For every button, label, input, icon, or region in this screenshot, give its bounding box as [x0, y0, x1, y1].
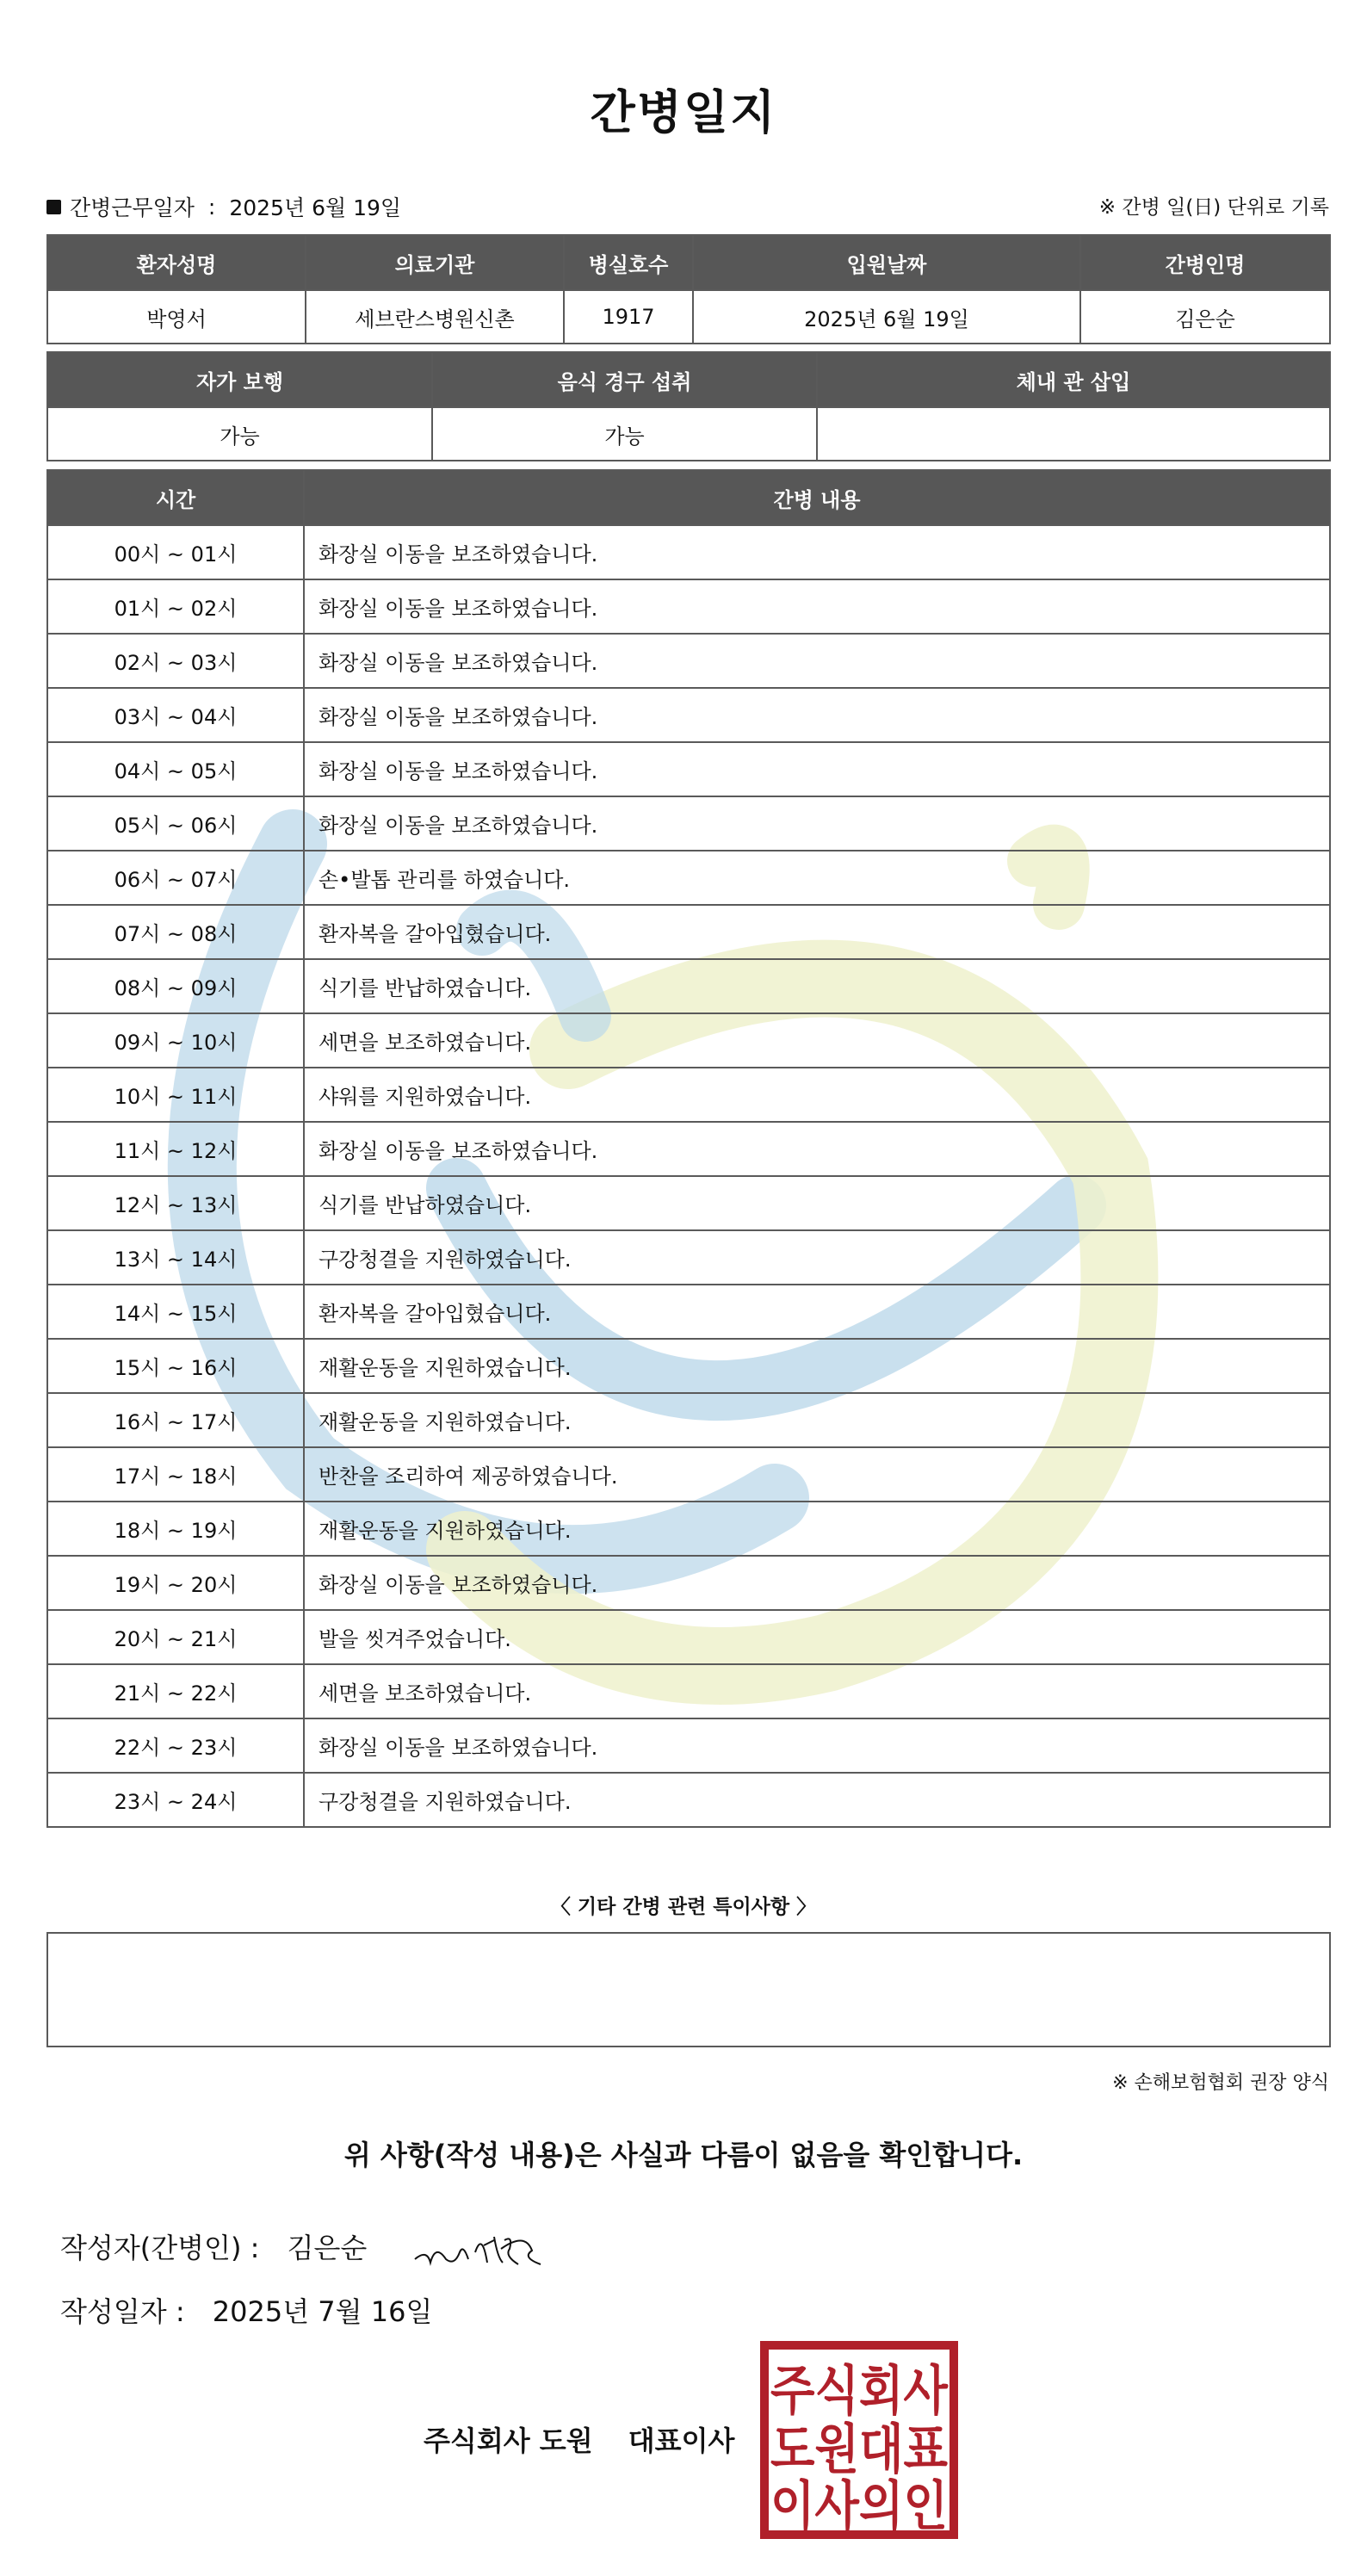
- care-log-content: 손•발톱 관리를 하였습니다.: [304, 851, 1330, 905]
- header-admission-date: 입원날짜: [693, 235, 1080, 290]
- header-oral-intake: 음식 경구 섭취: [432, 352, 817, 407]
- care-log-time: 08시 ~ 09시: [47, 959, 304, 1013]
- care-log-content: 구강청결을 지원하였습니다.: [304, 1773, 1330, 1827]
- care-log-body: [47, 525, 1330, 1827]
- care-log-row: [47, 1068, 1330, 1122]
- writer-label: 작성자(간병인) :: [60, 2232, 260, 2264]
- patient-header-row: [47, 235, 1330, 290]
- care-log-time: 05시 ~ 06시: [47, 796, 304, 851]
- bullet-square-icon: [46, 200, 61, 214]
- company-signature-line: [424, 2419, 734, 2459]
- care-log-content: 화장실 이동을 보조하였습니다.: [304, 634, 1330, 688]
- care-log-header-row: [47, 470, 1330, 525]
- header-patient-name: 환자성명: [47, 235, 306, 290]
- care-log-row: [47, 905, 1330, 959]
- care-log-content: 샤워를 지원하였습니다.: [304, 1068, 1330, 1122]
- care-log-row: [47, 959, 1330, 1013]
- care-log-content: 화장실 이동을 보조하였습니다.: [304, 579, 1330, 634]
- header-room: 병실호수: [564, 235, 693, 290]
- care-log-row: [47, 851, 1330, 905]
- header-tube-insertion: 체내 관 삽입: [817, 352, 1330, 407]
- care-log-row: [47, 634, 1330, 688]
- care-log-time: 09시 ~ 10시: [47, 1013, 304, 1068]
- care-log-content: 재활운동을 지원하였습니다.: [304, 1393, 1330, 1447]
- care-log-row: [47, 1664, 1330, 1718]
- care-log-time: 12시 ~ 13시: [47, 1176, 304, 1230]
- care-log-row: [47, 742, 1330, 796]
- care-log-content: 화장실 이동을 보조하였습니다.: [304, 796, 1330, 851]
- care-log-time: 14시 ~ 15시: [47, 1285, 304, 1339]
- care-log-row: [47, 1285, 1330, 1339]
- care-log-row: [47, 1773, 1330, 1827]
- care-log-time: 07시 ~ 08시: [47, 905, 304, 959]
- care-log-time: 22시 ~ 23시: [47, 1718, 304, 1773]
- document-title: 간병일지: [590, 85, 777, 139]
- company-seal-stamp: [759, 2340, 959, 2540]
- patient-name: 박영서: [47, 290, 306, 344]
- care-log-content: 세면을 보조하였습니다.: [304, 1664, 1330, 1718]
- care-log-row: [47, 1610, 1330, 1664]
- care-log-row: [47, 796, 1330, 851]
- care-log-row: [47, 1556, 1330, 1610]
- care-log-row: [47, 1339, 1330, 1393]
- care-log-time: 17시 ~ 18시: [47, 1447, 304, 1502]
- care-log-time: 18시 ~ 19시: [47, 1502, 304, 1556]
- care-log-content: 화장실 이동을 보조하였습니다.: [304, 1122, 1330, 1176]
- care-log-time: 04시 ~ 05시: [47, 742, 304, 796]
- care-log-time: 23시 ~ 24시: [47, 1773, 304, 1827]
- care-log-time: 13시 ~ 14시: [47, 1230, 304, 1285]
- status-value-row: [47, 407, 1330, 461]
- care-log-time: 03시 ~ 04시: [47, 688, 304, 742]
- care-log-row: [47, 1447, 1330, 1502]
- care-log-time: 11시 ~ 12시: [47, 1122, 304, 1176]
- care-log-row: [47, 1122, 1330, 1176]
- company-name: 주식회사 도원: [424, 2424, 593, 2457]
- care-log-row: [47, 1230, 1330, 1285]
- care-log-table: [46, 469, 1331, 1828]
- care-log-time: 21시 ~ 22시: [47, 1664, 304, 1718]
- care-log-content: 식기를 반납하였습니다.: [304, 1176, 1330, 1230]
- header-time: 시간: [47, 470, 304, 525]
- association-note: ※ 손해보험협회 권장 양식: [1112, 2072, 1329, 2094]
- handwritten-signature: [411, 2214, 566, 2283]
- header-hospital: 의료기관: [306, 235, 564, 290]
- care-log-content: 재활운동을 지원하였습니다.: [304, 1502, 1330, 1556]
- work-date-separator: :: [207, 194, 216, 220]
- care-log-content: 환자복을 갈아입혔습니다.: [304, 905, 1330, 959]
- care-log-row: [47, 1176, 1330, 1230]
- room-number: 1917: [564, 290, 693, 344]
- care-log-content: 재활운동을 지원하였습니다.: [304, 1339, 1330, 1393]
- confirmation-statement: 위 사항(작성 내용)은 사실과 다름이 없음을 확인합니다.: [343, 2139, 1024, 2171]
- patient-info-table: [46, 234, 1331, 344]
- work-date-line: [46, 191, 401, 222]
- oral-intake-value: 가능: [432, 407, 817, 461]
- work-date-value: 2025년 6월 19일: [229, 195, 402, 220]
- write-date-line: [60, 2290, 432, 2330]
- self-walking-value: 가능: [47, 407, 432, 461]
- other-notes-title: 〈 기타 간병 관련 특이사항 〉: [550, 1896, 817, 1918]
- care-log-content: 세면을 보조하였습니다.: [304, 1013, 1330, 1068]
- writer-name: 김은순: [287, 2232, 368, 2264]
- write-date-value: 2025년 7월 16일: [212, 2295, 433, 2328]
- seal-line-2: 도원대표: [770, 2418, 949, 2480]
- seal-line-3: 이사의인: [770, 2474, 948, 2537]
- care-log-time: 10시 ~ 11시: [47, 1068, 304, 1122]
- care-log-time: 06시 ~ 07시: [47, 851, 304, 905]
- write-date-label: 작성일자 :: [60, 2295, 185, 2328]
- status-header-row: [47, 352, 1330, 407]
- care-log-row: [47, 688, 1330, 742]
- seal-line-1: 주식회사: [770, 2359, 949, 2422]
- care-log-row: [47, 1393, 1330, 1447]
- care-log-time: 19시 ~ 20시: [47, 1556, 304, 1610]
- care-log-content: 구강청결을 지원하였습니다.: [304, 1230, 1330, 1285]
- care-log-content: 화장실 이동을 보조하였습니다.: [304, 688, 1330, 742]
- header-care-content: 간병 내용: [304, 470, 1330, 525]
- care-log-time: 20시 ~ 21시: [47, 1610, 304, 1664]
- care-log-content: 환자복을 갈아입혔습니다.: [304, 1285, 1330, 1339]
- care-log-time: 16시 ~ 17시: [47, 1393, 304, 1447]
- care-log-row: [47, 1718, 1330, 1773]
- company-title: 대표이사: [628, 2424, 735, 2457]
- caregiver-name: 김은순: [1080, 290, 1330, 344]
- care-log-content: 화장실 이동을 보조하였습니다.: [304, 742, 1330, 796]
- care-log-row: [47, 525, 1330, 579]
- care-log-content: 화장실 이동을 보조하였습니다.: [304, 1556, 1330, 1610]
- care-log-time: 00시 ~ 01시: [47, 525, 304, 579]
- tube-insertion-value: [817, 407, 1330, 461]
- admission-date: 2025년 6월 19일: [693, 290, 1080, 344]
- care-log-content: 화장실 이동을 보조하였습니다.: [304, 1718, 1330, 1773]
- header-self-walking: 자가 보행: [47, 352, 432, 407]
- care-log-row: [47, 1502, 1330, 1556]
- hospital-name: 세브란스병원신촌: [306, 290, 564, 344]
- care-log-content: 식기를 반납하였습니다.: [304, 959, 1330, 1013]
- care-log-content: 화장실 이동을 보조하였습니다.: [304, 525, 1330, 579]
- care-log-content: 발을 씻겨주었습니다.: [304, 1610, 1330, 1664]
- care-log-row: [47, 1013, 1330, 1068]
- unit-note: ※ 간병 일(日) 단위로 기록: [1098, 196, 1329, 219]
- writer-line: [60, 2226, 367, 2266]
- patient-value-row: [47, 290, 1330, 344]
- care-log-time: 02시 ~ 03시: [47, 634, 304, 688]
- header-caregiver: 간병인명: [1080, 235, 1330, 290]
- patient-status-table: [46, 351, 1331, 461]
- other-notes-box: [46, 1932, 1331, 2047]
- care-log-time: 15시 ~ 16시: [47, 1339, 304, 1393]
- care-log-row: [47, 579, 1330, 634]
- care-log-content: 반찬을 조리하여 제공하였습니다.: [304, 1447, 1330, 1502]
- care-log-time: 01시 ~ 02시: [47, 579, 304, 634]
- work-date-label: 간병근무일자: [70, 195, 195, 220]
